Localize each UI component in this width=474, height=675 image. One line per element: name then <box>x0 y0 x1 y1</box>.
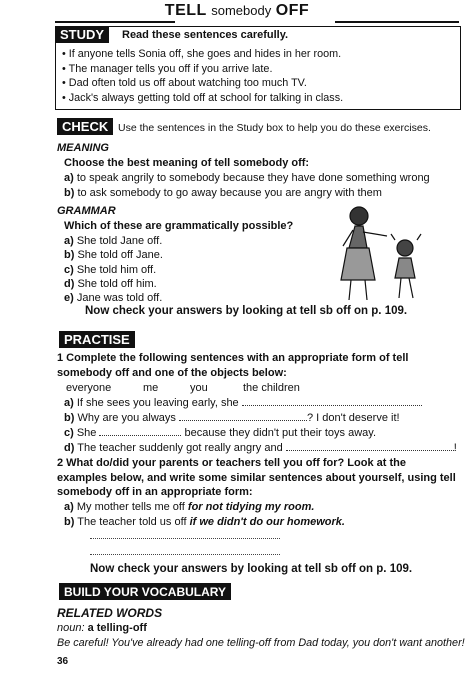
grammar-heading: GRAMMAR <box>57 205 116 217</box>
noun-line: noun: a telling-off <box>57 622 147 634</box>
title-rule <box>55 21 175 23</box>
meaning-heading: MEANING <box>57 142 109 154</box>
grammar-options <box>64 234 163 305</box>
question-1: 1 Complete the following sentences with an appropriate form of tell somebody off and one of the objects below: <box>57 352 409 379</box>
object: me <box>143 382 159 394</box>
related-words-heading: RELATED WORDS <box>57 606 163 620</box>
question-2: 2 What do/did your parents or teachers tell you off for? Look at the examples below, and write some similar sentences about yourself, using tell somebody off in an appropriate form: <box>57 457 456 498</box>
option: c) She told him off. <box>64 263 157 276</box>
meaning-options <box>64 171 459 201</box>
page-number: 36 <box>57 656 69 667</box>
option: a) to speak angrily to somebody because they have done something wrong <box>64 172 430 184</box>
option: a) She told Jane off. <box>64 235 163 247</box>
answer-blank[interactable] <box>286 441 454 451</box>
q2-item: a) My mother tells me off for not tidying my room. <box>64 501 315 513</box>
check-instructions: Use the sentences in the Study box to help you do these exercises. <box>118 122 431 134</box>
answer-blank[interactable] <box>99 426 181 436</box>
object: the children <box>243 382 300 394</box>
study-item: • Jack's always getting told off at school for talking in class. <box>62 91 344 104</box>
objects-row <box>66 381 111 396</box>
illustration-telling-off <box>325 200 445 305</box>
practise-label: PRACTISE <box>59 331 135 348</box>
study-list <box>62 47 452 105</box>
object: everyone <box>66 382 112 394</box>
build-vocabulary-label: BUILD YOUR VOCABULARY <box>59 583 231 600</box>
study-label: STUDY <box>55 26 109 43</box>
check-label: CHECK <box>57 118 113 135</box>
option: e) Jane was told off. <box>64 292 163 305</box>
option: d) She told off him. <box>64 277 157 290</box>
meaning-question: Choose the best meaning of tell somebody off: <box>64 157 310 169</box>
now-check-1: Now check your answers by looking at tell sb off on p. 109. <box>85 305 408 317</box>
option: b) to ask somebody to go away because you are angry with them <box>64 187 382 199</box>
q2-item: b) The teacher told us off if we didn't do our homework. <box>64 516 345 528</box>
option: b) She told off Jane. <box>64 249 163 262</box>
title-rule <box>335 21 459 23</box>
q1-item: d) The teacher suddenly got really angry and ! <box>64 442 457 454</box>
example-sentence: Be careful! You've already had one telling-off from Dad today, you don't want another! <box>57 637 465 649</box>
q1-item: a) If she sees you leaving early, she <box>64 396 459 411</box>
study-item: • The manager tells you off if you arrive late. <box>62 62 273 75</box>
study-item: • If anyone tells Sonia off, she goes and hides in her room. <box>62 48 342 60</box>
q1-item: c) She because they didn't put their toys away. <box>64 427 376 439</box>
study-item: • Dad often told us off about watching too much TV. <box>62 77 307 89</box>
answer-blank[interactable] <box>179 411 307 421</box>
study-intro: Read these sentences carefully. <box>122 29 289 41</box>
q1-item: b) Why are you always ? I don't deserve it! <box>64 412 400 424</box>
now-check-2: Now check your answers by looking at tell sb off on p. 109. <box>90 563 413 575</box>
page-title: TELL somebody OFF <box>164 2 310 19</box>
grammar-question: Which of these are grammatically possible? <box>64 220 294 232</box>
answer-line[interactable] <box>90 537 280 539</box>
answer-blank[interactable] <box>242 396 422 406</box>
answer-line[interactable] <box>90 553 280 555</box>
object: you <box>190 382 208 394</box>
